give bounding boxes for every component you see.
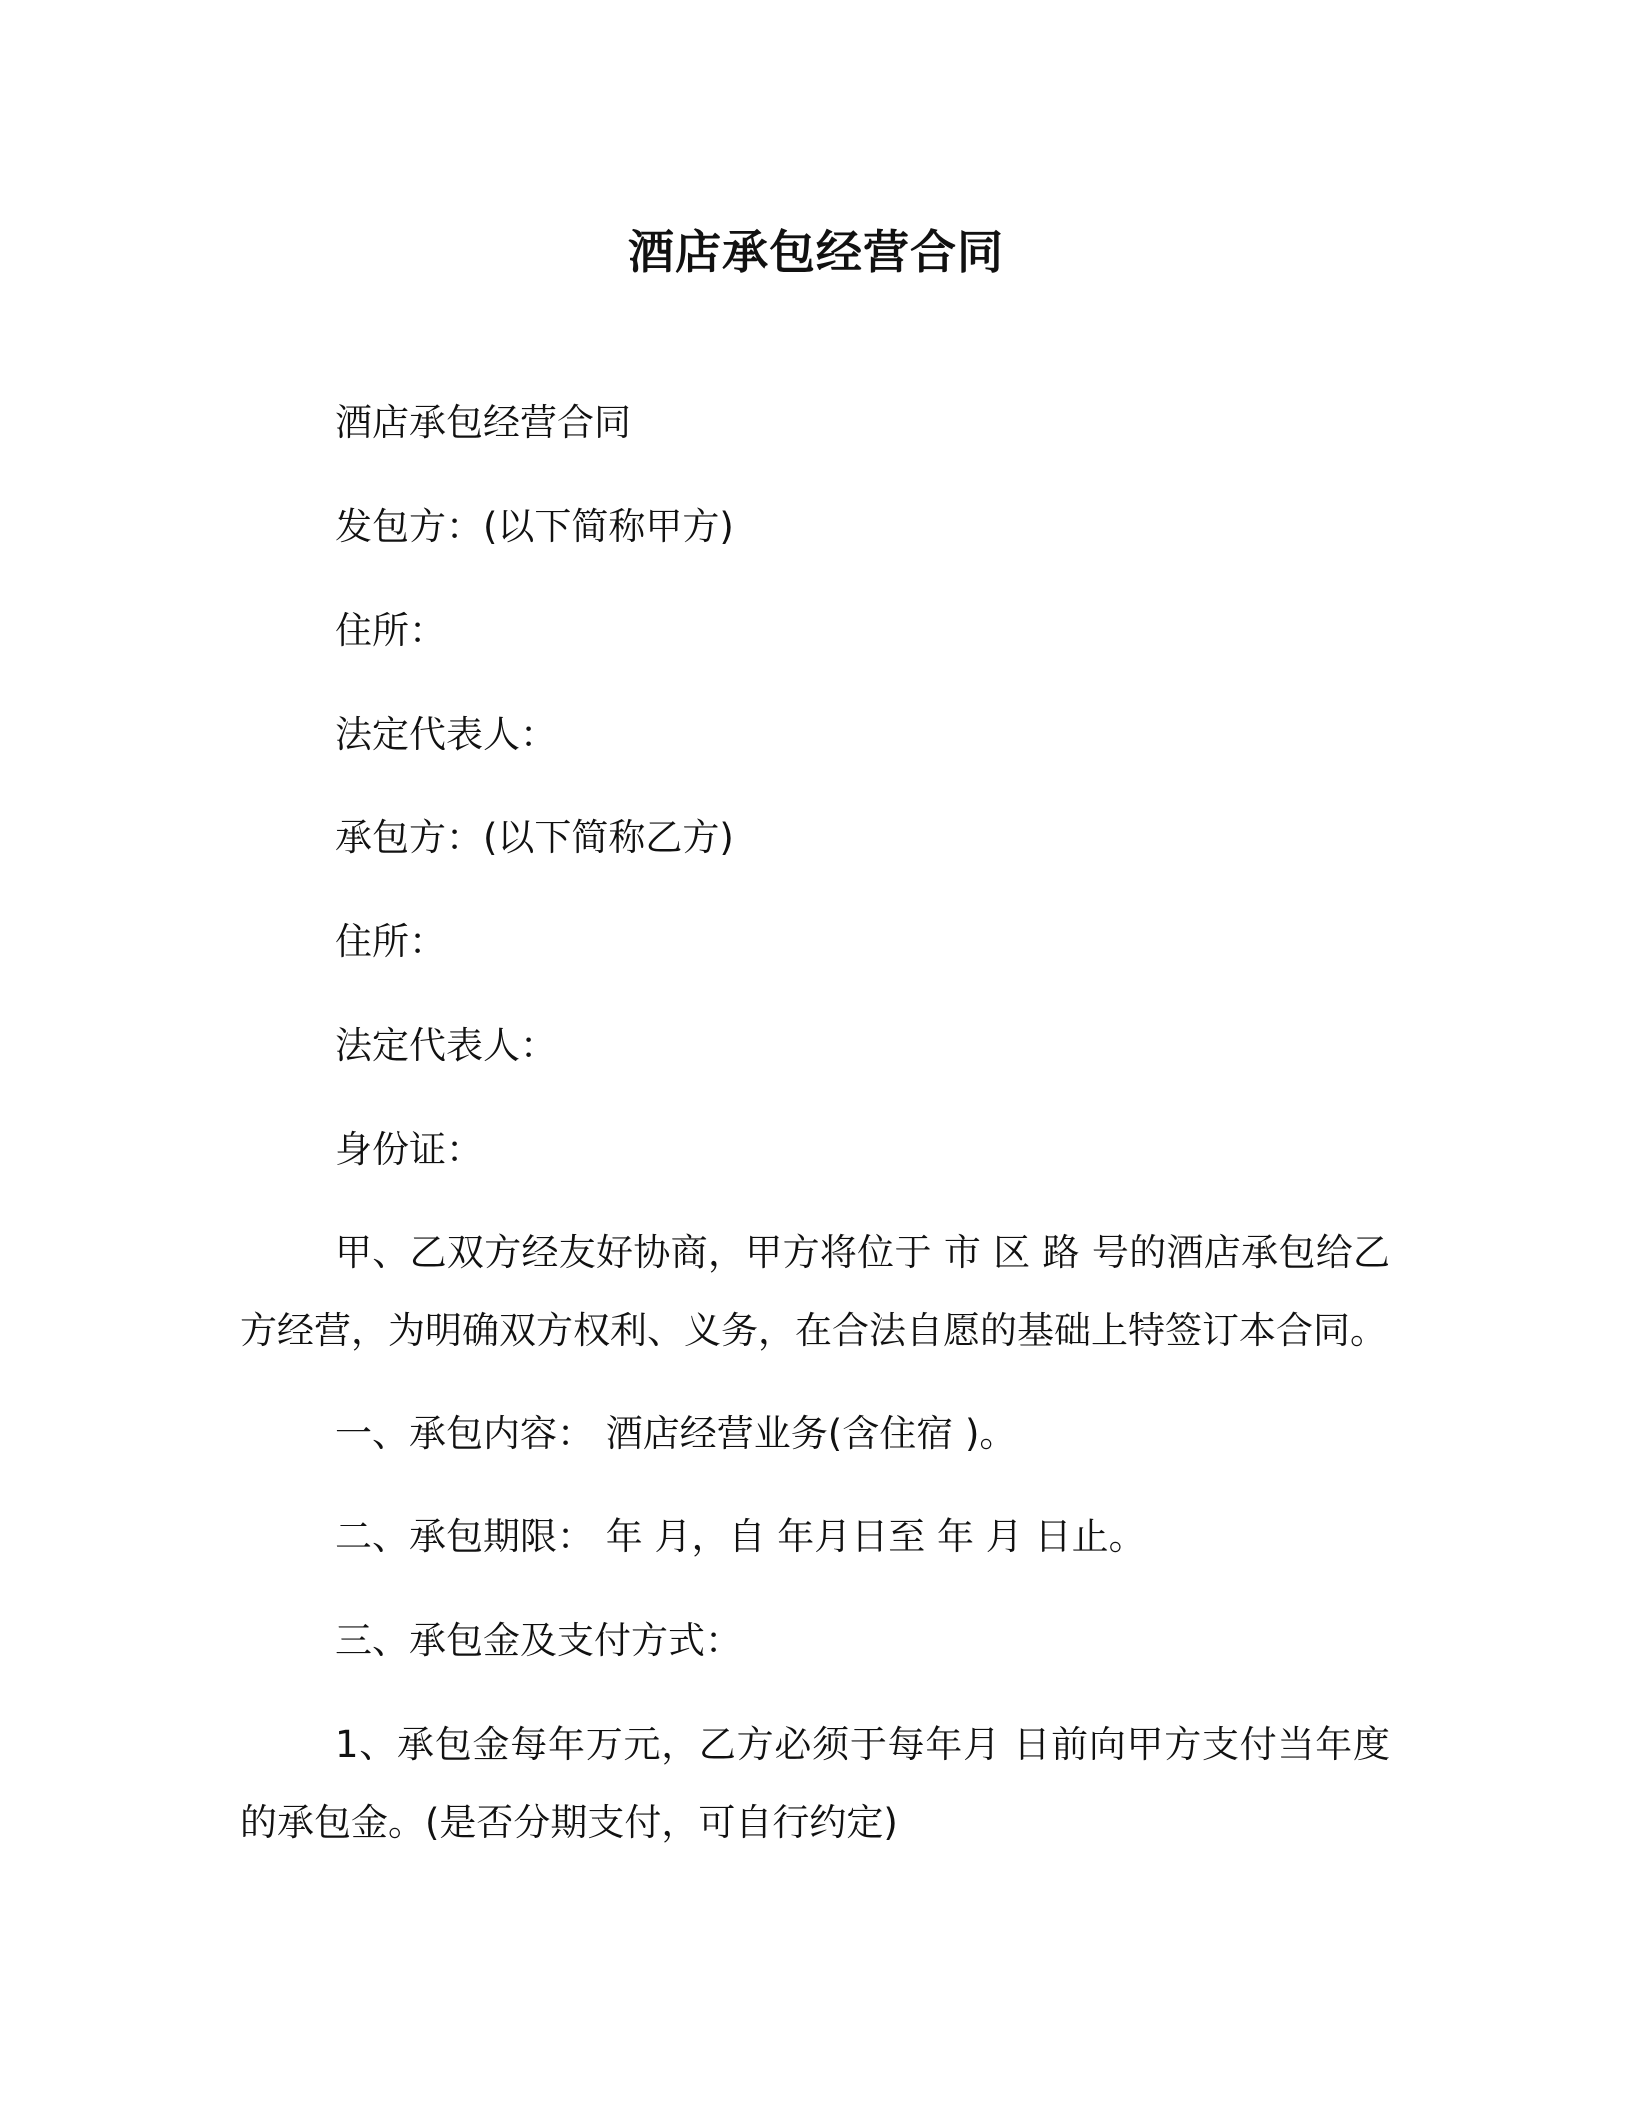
- party-b-representative-line: 法定代表人：: [335, 1024, 557, 1067]
- party-a-representative-line: 法定代表人：: [335, 713, 557, 756]
- party-b-address-line: 住所：: [335, 920, 446, 963]
- party-a-line: 发包方：(以下简称甲方): [335, 505, 734, 548]
- party-a-address-line: 住所：: [335, 609, 446, 652]
- clause-3-heading: 三、承包金及支付方式：: [335, 1619, 742, 1662]
- party-b-line: 承包方：(以下简称乙方): [335, 816, 734, 859]
- document-title: 酒店承包经营合同: [628, 225, 1004, 279]
- subtitle-line: 酒店承包经营合同: [335, 401, 631, 444]
- party-b-id-line: 身份证：: [335, 1128, 483, 1171]
- intro-paragraph: 甲、乙双方经友好协商，甲方将位于 市 区 路 号的酒店承包给乙方经营，为明确双方权利、义务，在合法自愿的基础上特签订本合同。: [240, 1231, 1390, 1352]
- clause-3-1-paragraph: 1、承包金每年万元，乙方必须于每年月 日前向甲方支付当年度的承包金。(是否分期支付，可自行约定): [240, 1723, 1390, 1844]
- clause-2-term: 二、承包期限： 年 月，自 年月日至 年 月 日止。: [335, 1515, 1146, 1558]
- clause-1-content: 一、承包内容： 酒店经营业务(含住宿 )。: [335, 1412, 1017, 1455]
